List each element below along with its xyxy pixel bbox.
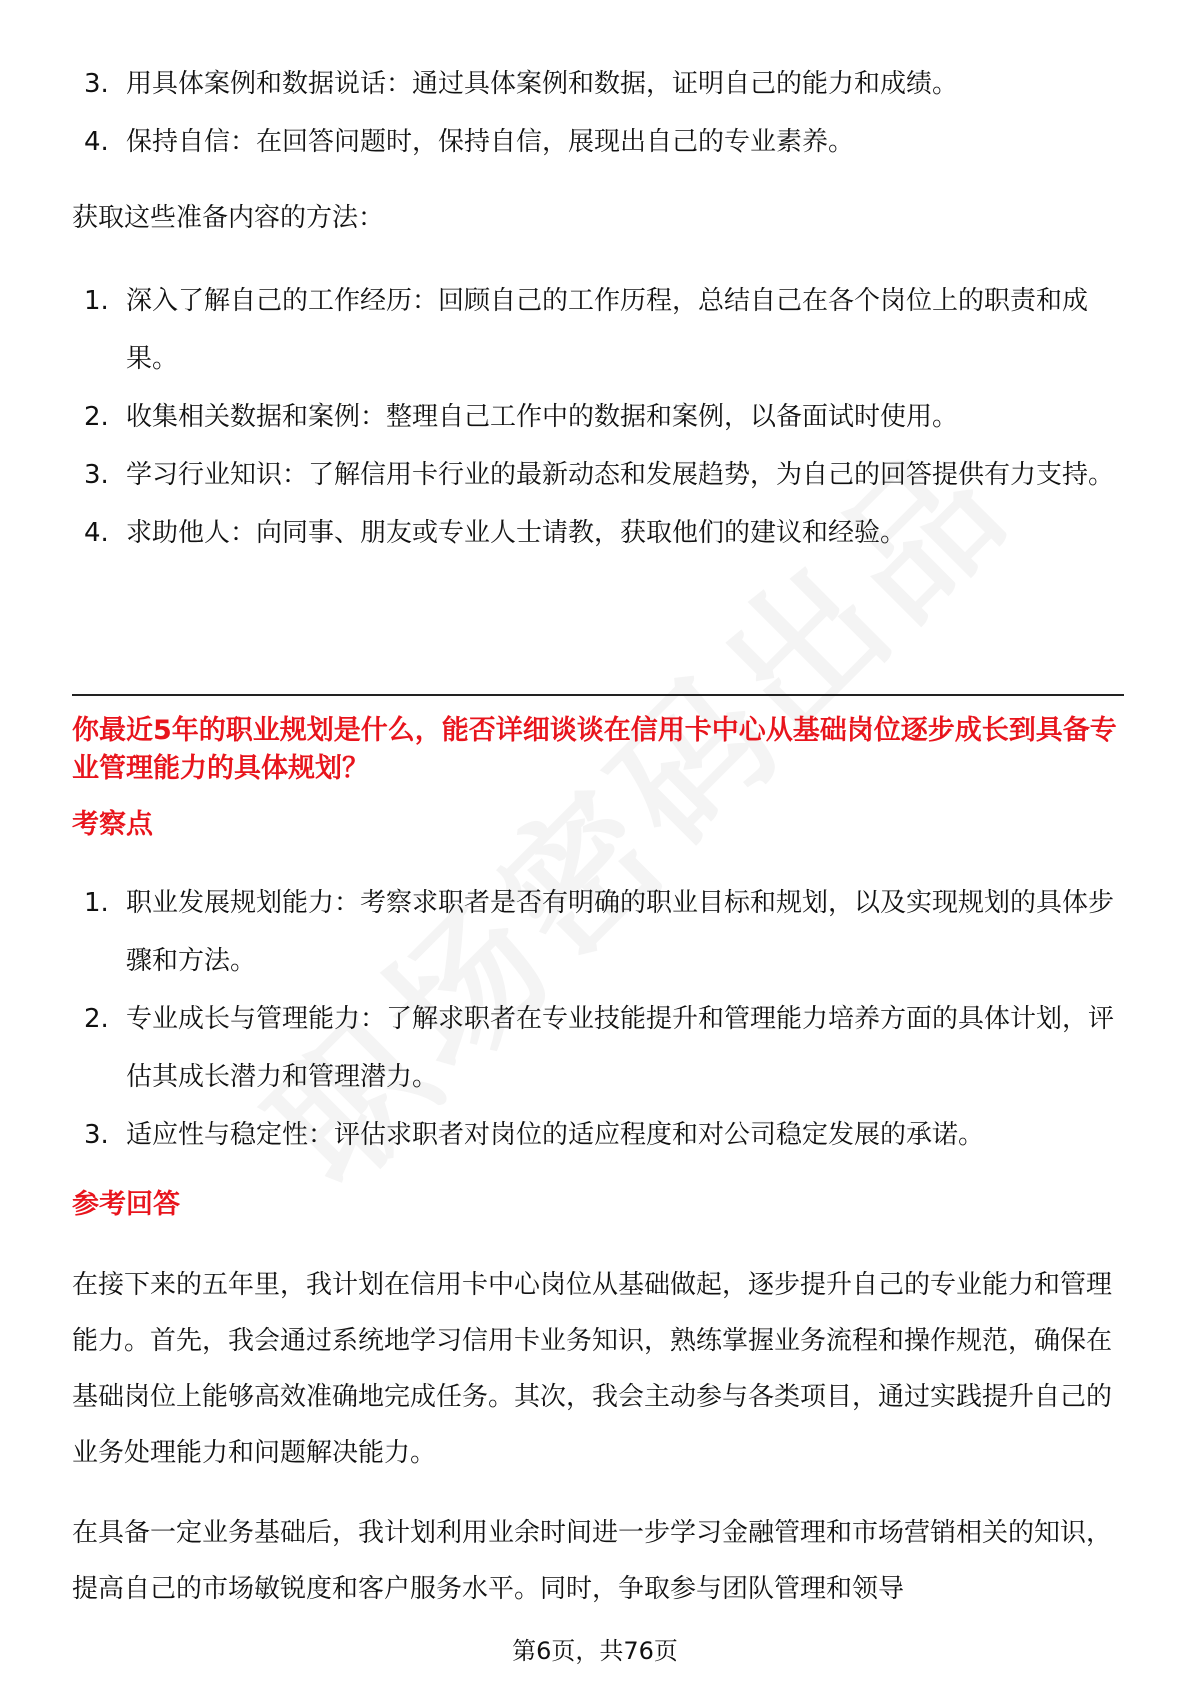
page-number: 第6页，共76页	[512, 1637, 678, 1665]
list-item	[72, 55, 1122, 113]
list-item	[72, 113, 1122, 171]
list-item	[72, 446, 1122, 504]
list-item	[72, 990, 1122, 1106]
list-number: 4.	[84, 127, 109, 157]
list-item	[72, 1106, 1122, 1164]
preparation-tips-list	[72, 55, 1122, 171]
assessment-list	[72, 874, 1122, 1164]
answer-paragraph: 在接下来的五年里，我计划在信用卡中心岗位从基础做起，逐步提升自己的专业能力和管理能力。首先，我会通过系统地学习信用卡业务知识，熟练掌握业务流程和操作规范，确保在基础岗位上能够高效准确地完成任务。其次，我会主动参与各类项目，通过实践提升自己的业务处理能力和问题解决能力。	[72, 1270, 1113, 1468]
list-text: 深入了解自己的工作经历：回顾自己的工作历程，总结自己在各个岗位上的职责和成果。	[126, 286, 1089, 374]
list-number: 3.	[84, 460, 109, 490]
list-text: 适应性与稳定性：评估求职者对岗位的适应程度和对公司稳定发展的承诺。	[126, 1120, 985, 1150]
list-text: 用具体案例和数据说话：通过具体案例和数据，证明自己的能力和成绩。	[126, 69, 959, 99]
list-text: 学习行业知识：了解信用卡行业的最新动态和发展趋势，为自己的回答提供有力支持。	[126, 460, 1115, 490]
methods-list	[72, 272, 1122, 562]
answer-paragraph: 在具备一定业务基础后，我计划利用业余时间进一步学习金融管理和市场营销相关的知识，提高自己的市场敏锐度和客户服务水平。同时，争取参与团队管理和领导	[72, 1518, 1113, 1604]
interview-question: 你最近5年的职业规划是什么，能否详细谈谈在信用卡中心从基础岗位逐步成长到具备专业管理能力的具体规划？	[72, 715, 1117, 784]
list-item	[72, 874, 1122, 990]
assessment-heading: 考察点	[72, 809, 153, 840]
list-item	[72, 388, 1122, 446]
list-number: 1.	[84, 888, 109, 918]
list-number: 1.	[84, 286, 109, 316]
list-number: 2.	[84, 1004, 109, 1034]
list-text: 专业成长与管理能力：了解求职者在专业技能提升和管理能力培养方面的具体计划，评估其成长潜力和管理潜力。	[126, 1004, 1115, 1092]
list-text: 收集相关数据和案例：整理自己工作中的数据和案例，以备面试时使用。	[126, 402, 959, 432]
list-item	[72, 272, 1122, 388]
list-text: 求助他人：向同事、朋友或专业人士请教，获取他们的建议和经验。	[126, 518, 907, 548]
list-number: 2.	[84, 402, 109, 432]
list-item	[72, 504, 1122, 562]
section-divider	[72, 694, 1124, 696]
answer-heading: 参考回答	[72, 1189, 180, 1220]
methods-heading: 获取这些准备内容的方法：	[72, 203, 385, 233]
list-text: 保持自信：在回答问题时，保持自信，展现出自己的专业素养。	[126, 127, 855, 157]
list-number: 3.	[84, 1120, 109, 1150]
list-text: 职业发展规划能力：考察求职者是否有明确的职业目标和规划，以及实现规划的具体步骤和方法。	[126, 888, 1115, 976]
list-number: 4.	[84, 518, 109, 548]
list-number: 3.	[84, 69, 109, 99]
